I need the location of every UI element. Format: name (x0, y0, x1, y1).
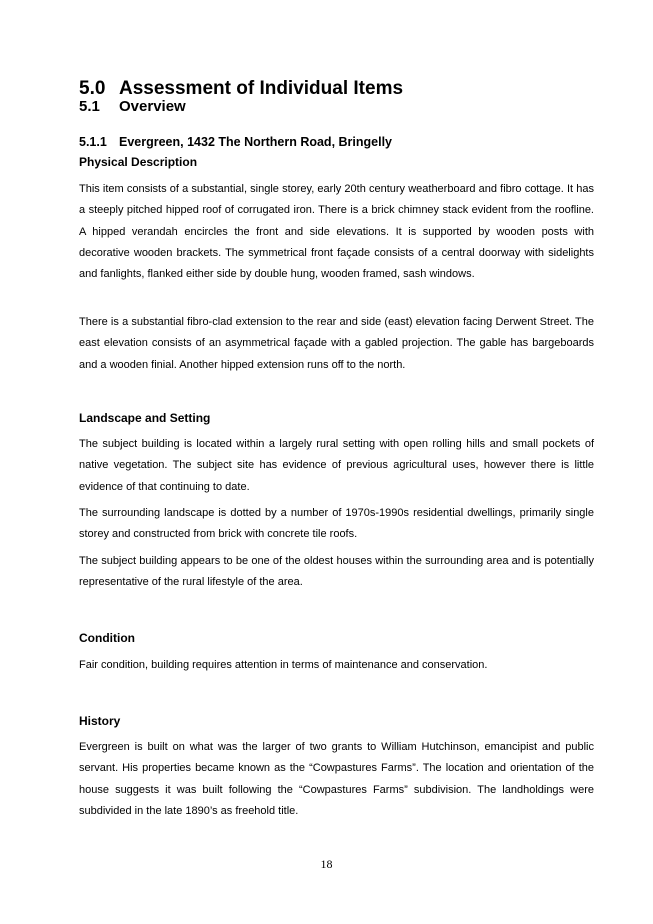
history-paragraph: Evergreen is built on what was the larger of two grants to William Hutchinson, emancipist and public servant. His properties became known as the “Cowpastures Farms”. The location and orientation of the house suggests it was built following the “Cowpastures Farms” subdivision. The landholdings were subdivided in the late 1890’s as freehold title. (79, 741, 594, 817)
section-number: 5.0 (79, 78, 106, 99)
landscape-paragraph-2: The surrounding landscape is dotted by a number of 1970s-1990s residential dwellings, primarily single storey and constructed from brick with concrete tile roofs. (79, 507, 594, 541)
condition-heading: Condition (79, 631, 135, 645)
physical-description-paragraph-1: This item consists of a substantial, single storey, early 20th century weatherboard and fibro cottage. It has a steeply pitched hipped roof of corrugated iron. There is a brick chimney stack evident from the roofline. A hipped verandah encircles the front and side elevations. It is supported by wooden posts with decorative wooden brackets. The symmetrical front façade consists of a central doorway with sidelights and fanlights, flanked either side by double hung, wooden framed, sash windows. (79, 183, 594, 281)
condition-paragraph: Fair condition, building requires attention in terms of maintenance and conservation. (79, 659, 488, 671)
landscape-heading: Landscape and Setting (79, 411, 211, 425)
physical-description-heading: Physical Description (79, 155, 198, 169)
section-heading (79, 78, 403, 100)
landscape-paragraph-3: The subject building appears to be one of the oldest houses within the surrounding area and is potentially representative of the rural lifestyle of the area. (79, 555, 594, 589)
history-heading: History (79, 714, 121, 728)
item-number: 5.1.1 (79, 135, 107, 149)
item-title: Evergreen, 1432 The Northern Road, Bringelly (119, 135, 392, 149)
subsection-title: Overview (119, 98, 186, 115)
section-title: Assessment of Individual Items (119, 78, 404, 99)
subsection-number: 5.1 (79, 98, 100, 115)
landscape-paragraph-1: The subject building is located within a largely rural setting with open rolling hills and small pockets of native vegetation. The subject site has evidence of previous agricultural uses, however there is little evidence of that continuing to date. (79, 438, 594, 493)
page-number: 18 (320, 857, 333, 871)
item-heading (79, 134, 392, 150)
physical-description-paragraph-2: There is a substantial fibro-clad extension to the rear and side (east) elevation facing Derwent Street. The east elevation consists of an asymmetrical façade with a gabled projection. The gable has bargeboards and a wooden finial. Another hipped extension runs off to the north. (79, 316, 594, 371)
subsection-heading (79, 98, 186, 116)
